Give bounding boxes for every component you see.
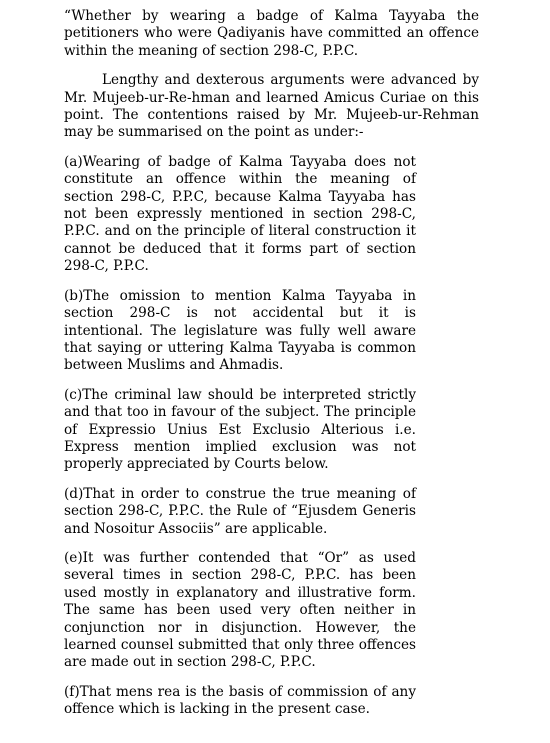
point-a: (a)Wearing of badge of Kalma Tayyaba does not constitute an offence within the meaning of section 298-C, P.P.C, because Kalma Tayyaba has not been expressly mentioned in section 298-C, P.P.C. and on the principle of literal construction it cannot be deduced that it forms part of section 298-C, P.P.C. [64, 153, 416, 275]
quoted-question: “Whether by wearing a badge of Kalma Tayyaba the petitioners who were Qadiyanis have committed an offence within the meaning of section 298-C, P.P.C. [64, 8, 479, 59]
point-e: (e)It was further contended that “Or” as used several times in section 298-C, P.P.C. has been used mostly in explanatory and illustrative form. The same has been used very often neither in conjunction nor in disjunction. However, the learned counsel submitted that only three offences are made out in section 298-C, P.P.C. [64, 549, 416, 671]
intro-paragraph: Lengthy and dexterous arguments were advanced by Mr. Mujeeb-ur-Re-hman and learned Amicus Curiae on this point. The contentions raised by Mr. Mujeeb-ur-Rehman may be summarised on the point as under:- [64, 72, 479, 141]
point-d: (d)That in order to construe the true meaning of section 298-C, P.P.C. the Rule of “Ejusdem Generis and Nosoitur Associis” are applicable. [64, 485, 416, 537]
point-f: (f)That mens rea is the basis of commission of any offence which is lacking in the present case. [64, 683, 416, 718]
document-page [64, 8, 479, 731]
point-b: (b)The omission to mention Kalma Tayyaba in section 298-C is not accidental but it is intentional. The legislature was fully well aware that saying or uttering Kalma Tayyaba is common between Muslims and Ahmadis. [64, 287, 416, 374]
point-c: (c)The criminal law should be interpreted strictly and that too in favour of the subject. The principle of Expressio Unius Est Exclusio Alterious i.e. Express mention implied exclusion was not properly appreciated by Courts below. [64, 386, 416, 473]
